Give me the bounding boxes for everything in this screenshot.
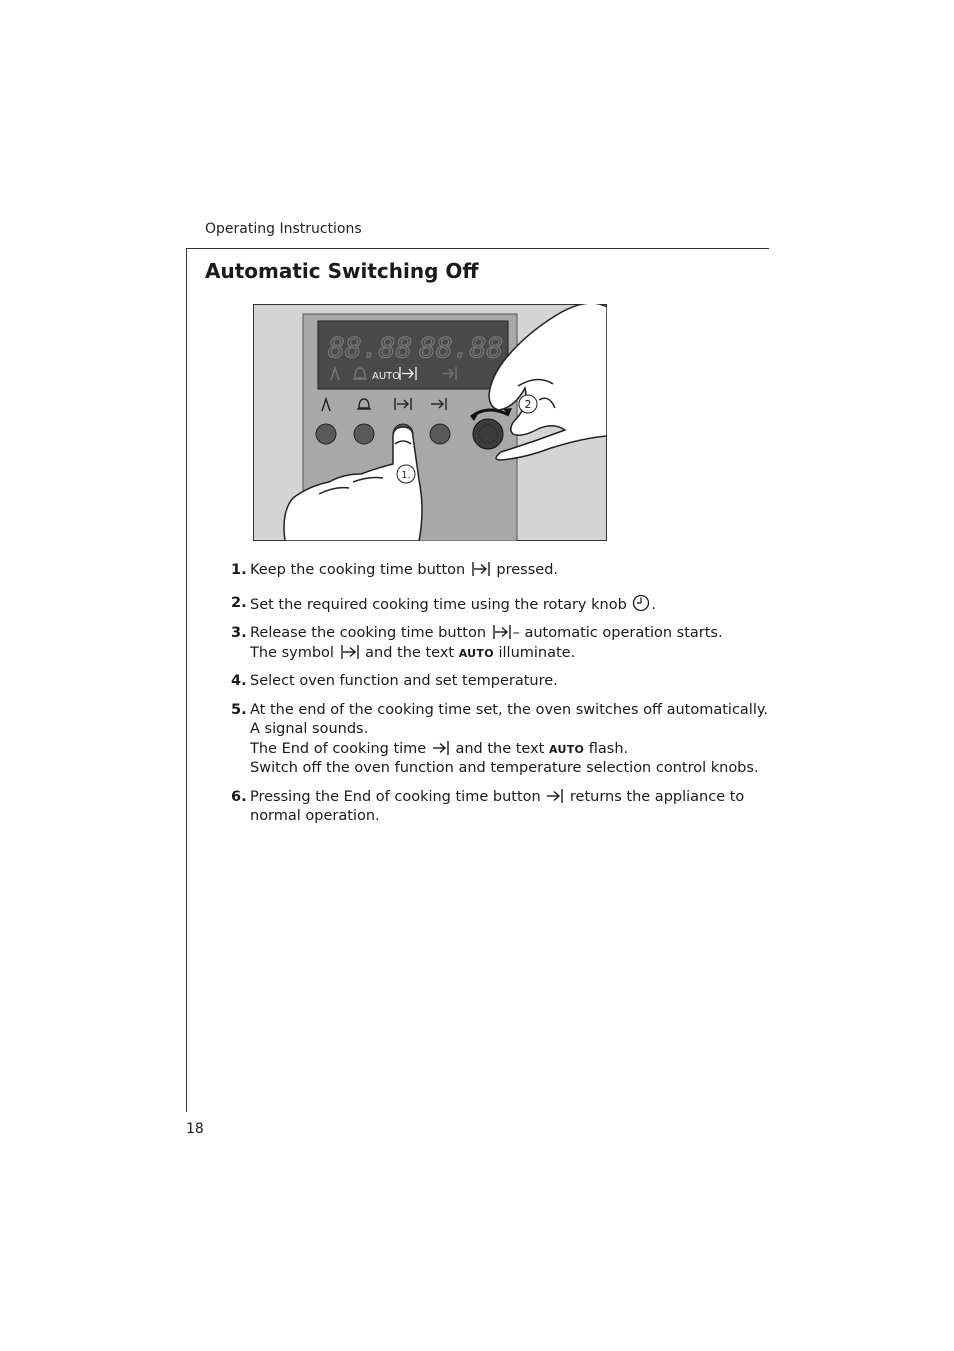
step-line: At the end of the cooking time set, the oven switches off automatically. xyxy=(250,701,768,718)
step-line: Switch off the oven function and temperature selection control knobs. xyxy=(250,760,759,776)
cooking-time-icon xyxy=(492,624,512,640)
step-4 xyxy=(231,672,771,692)
step-1 xyxy=(231,561,771,581)
step-line: The symbol and the text AUTO illuminate. xyxy=(250,644,576,661)
step-5 xyxy=(231,701,771,779)
instruction-steps xyxy=(231,561,771,827)
step-line: normal operation. xyxy=(250,808,380,824)
step-number: 6. xyxy=(231,788,247,805)
step-line: The End of cooking time and the text AUTO flash. xyxy=(250,740,629,757)
step-6 xyxy=(231,788,771,827)
rotary-knob-icon xyxy=(632,594,650,612)
display-digits-left: 88.88 xyxy=(328,331,413,364)
callout-2 xyxy=(519,395,537,413)
running-head: Operating Instructions xyxy=(205,221,362,237)
end-time-icon xyxy=(432,740,450,756)
step-line: A signal sounds. xyxy=(250,721,369,737)
callout-2-label: 2 xyxy=(524,398,532,411)
end-time-icon xyxy=(546,788,564,804)
step-line: Select oven function and set temperature. xyxy=(250,673,558,689)
step-number: 1. xyxy=(231,562,247,578)
step-number: 5. xyxy=(231,701,247,718)
section-title: Automatic Switching Off xyxy=(205,259,479,283)
step-number: 4. xyxy=(231,673,247,689)
lcd-display xyxy=(318,321,508,389)
callout-1-label: 1. xyxy=(401,470,411,481)
cooking-time-icon xyxy=(340,644,360,660)
auto-word: AUTO xyxy=(548,742,585,756)
step-line: Keep the cooking time button pressed. xyxy=(250,562,559,578)
display-digits-right: 88.88 xyxy=(419,331,504,364)
step-line: Set the required cooking time using the rotary knob . xyxy=(250,594,771,616)
control-panel-figure xyxy=(253,304,607,541)
cooking-time-icon xyxy=(471,561,491,577)
top-rule xyxy=(186,248,769,249)
step-line: Release the cooking time button – automatic operation starts. xyxy=(250,625,723,641)
step-number: 3. xyxy=(231,625,247,641)
step-3 xyxy=(231,624,771,663)
step-line: Pressing the End of cooking time button returns the appliance to xyxy=(250,788,745,805)
display-auto-label: AUTO xyxy=(372,371,401,382)
page-number: 18 xyxy=(186,1121,204,1137)
step-2 xyxy=(231,594,771,616)
callout-1 xyxy=(397,465,415,483)
step-number: 2. xyxy=(231,594,247,611)
auto-word: AUTO xyxy=(458,646,494,660)
left-rule xyxy=(186,248,187,1112)
